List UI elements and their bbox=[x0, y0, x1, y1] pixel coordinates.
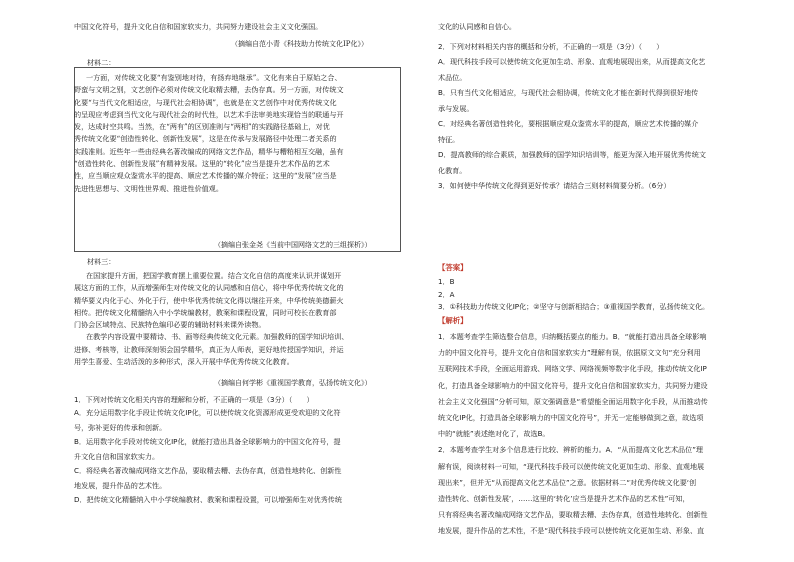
text-line: 门协会区域特点、民族特色编印必要的辅助材料来课外读物。 bbox=[74, 320, 266, 330]
text-line: 相传。把传统文化精髓纳入中小学统编教材，教案和课程设置，同时可校长在教育部 bbox=[74, 307, 337, 317]
source-3: （摘编自何学彬《重视国学教育，弘扬传统文化》） bbox=[214, 379, 372, 387]
text-line: 一方面，对传统文化要“有鉴别地对待，有扬弃地继承”。文化有来自于原始之合、 bbox=[86, 73, 342, 82]
analysis-line: 造性转化、创新性发展’，……这里的‘转化’应当是提升艺术作品的艺术性”可知， bbox=[438, 494, 690, 504]
analysis-line: 1．本题考查学生筛选整合信息，归纳概括要点的能力。B．“就能打造出具备全球影响 bbox=[438, 332, 707, 341]
intro-block bbox=[74, 21, 322, 33]
q2-option-line: B．只有当代文化相适应，与现代社会相协调，传统文化才能在新时代得到很好地传 bbox=[438, 88, 699, 97]
text-line: 展这方面的工作，从而增强师生对传统文化的认同感和自信心，将中华优秀传统文化的 bbox=[74, 283, 344, 293]
analysis-tag: 【解析】 bbox=[438, 316, 468, 325]
text-line: 实践准则。近些年一些由经典名著改编成的网络文艺作品，精华与糟粕相互交融，虽有 bbox=[74, 146, 344, 156]
q1-option-line: D．把传统文化精髓纳入中小学统编教材、教案和课程设置，可以增强师生对优秀传统 bbox=[74, 495, 342, 505]
answer-line: 1．B bbox=[438, 277, 455, 286]
q2-option-line: 术品位。 bbox=[438, 72, 467, 82]
text-line: 在国家提升方面，把国学教育摆上重要位置。结合文化自信的高度来认识并谋划开 bbox=[86, 271, 342, 280]
answer-line: 3．①科技助力传统文化IP化；②坚守与创新相结合；③重视国学教育，弘扬传统文化。 bbox=[438, 302, 710, 312]
text-line: 发，达成时空共鸣。当然，在“两有”的区别准则与“两相”的实践路径基础上，对优 bbox=[74, 122, 330, 132]
text-line: 秀传统文化要“创造性转化、创新性发展”，这是在传承与发展路径中处理二者关系的 bbox=[74, 134, 337, 144]
q2-stem: 2．下列对材料相关内容的概括和分析，不正确的一项是（3分）（ ） bbox=[438, 42, 664, 51]
material-2-title: 材料二： bbox=[87, 58, 116, 67]
source-1: （摘编自范小青《科技助力传统文化IP化》） bbox=[231, 40, 368, 48]
q1-option-line: A．充分运用数字化手段让传统文化IP化，可以使传统文化资源形成更受欢迎的文化符 bbox=[74, 408, 341, 418]
text-line: 用学生喜爱、生动活泼的多种形式，深入开展中华优秀传统文化教育。 bbox=[74, 357, 294, 367]
analysis-line: 地发展，提升作品的艺术性，不是“现代科技手段可以使传统文化更加生动、形象、直 bbox=[438, 526, 705, 536]
question-1 bbox=[74, 394, 342, 508]
q1-option-line: 地发展，提升作品的艺术性。 bbox=[74, 480, 167, 490]
analysis-line: 力的中国文化符号，提升文化自信和国家软实力”理解有误，依据原文文句“充分利用 bbox=[438, 348, 701, 358]
text-line: 野蛮与文明之别，文艺创作必须对传统文化取精去糟，去伪存真。另一方面，对传统文 bbox=[74, 85, 344, 95]
text-line: “创造性转化、创新性发展”有精神发展。这里的“转化”应当是提升艺术作品的艺术 bbox=[74, 159, 330, 169]
material-3-body bbox=[74, 270, 348, 368]
analysis bbox=[438, 329, 708, 540]
text-line: 的呈现应考虑到当代文化与现代社会的时代性，以艺术手法审美地实现恰当的联通与开 bbox=[74, 109, 344, 119]
answer-line: 2．A bbox=[438, 289, 455, 299]
text-line: 在教学内容设置中要精诗、书、画等经典传统文化元素。加强教师的国学知识培训、 bbox=[86, 332, 349, 342]
q1-option-line: 号，弥补更好的传承和创新。 bbox=[74, 422, 167, 432]
analysis-line: 社会主义文化强国”分析可知，原文强调意是“希望能全面运用数字化手段，从而推动传 bbox=[438, 396, 708, 406]
text-line: 进修、考核等，让教师深刻领会国学精华，真正为人师表，更好地传授国学知识，并运 bbox=[74, 344, 344, 354]
text-line: 性，应当顺应观众鉴赏水平的提高、顺应艺术传播的媒介特征；这里的“发展”应当是 bbox=[74, 171, 337, 181]
q1-stem: 1．下列对传统文化相关内容的理解和分析，不正确的一项是（3分）（ ） bbox=[74, 395, 314, 404]
q2-option-line: C．对经典名著创造性转化，要根据顺应观众鉴赏水平的提高，顺应艺术传播的媒介 bbox=[438, 119, 699, 128]
q2-option-line: 化教育。 bbox=[438, 165, 467, 175]
analysis-line: 只有将经典名著改编成网络文艺作品，要取精去糟、去伪存真，创造性地转化、创新性 bbox=[438, 510, 708, 520]
analysis-line: 统文化IP化，打造具备全球影响力的中国文化符号”，并无一定能够做到之意，故选项 bbox=[438, 413, 704, 423]
material-3-title: 材料三： bbox=[87, 257, 116, 266]
analysis-line: 2．本题考查学生对多个信息进行比较、辨析的能力。A．“从而提高文化艺术品位”理 bbox=[438, 445, 703, 455]
text-line: 文化的认同感和自信心。 bbox=[438, 22, 517, 31]
q2-option-line: D．提高教师的综合素质，加强教师的国学知识培训等，能更为深入地开展优秀传统文 bbox=[438, 150, 706, 159]
text-line: 精华要义内化于心、外化于行，使中华优秀传统文化得以继往开来，中华传统美德薪火 bbox=[74, 295, 344, 305]
q2-option-line: 承与发展。 bbox=[438, 103, 474, 113]
material-2-body bbox=[74, 72, 344, 195]
analysis-line: 现出来”，但并无“从而提高文化艺术品位”之意。依据材料二“对优秀传统文化要‘创 bbox=[438, 477, 697, 487]
analysis-line: 互联网技术手段，全面运用游戏、网络文学、网络视频等数字化手段，推动传统文化IP bbox=[438, 364, 707, 374]
answers bbox=[438, 276, 709, 314]
analysis-line: 解有误，阅读材料一可知，“现代科技手段可以使传统文化更加生动、形象、直观地展 bbox=[438, 461, 705, 471]
intro-line: 中国文化符号，提升文化自信和国家软实力，共同努力建设社会主义文化强国。 bbox=[74, 22, 323, 31]
q1-option-line: 升文化自信和国家软实力。 bbox=[74, 451, 160, 461]
analysis-line: 化，打造具备全球影响力的中国文化符号，提升文化自信和国家软实力，共同努力建设 bbox=[438, 380, 708, 390]
q1-option-line: B．运用数字化手段对传统文化IP化，就能打造出具备全球影响力的中国文化符号，提 bbox=[74, 437, 341, 447]
q1-option-line: C．将经典名著改编成网络文艺作品，要取精去糟、去伪存真，创造性地转化、创新性 bbox=[74, 466, 342, 476]
source-2: （摘编自张金尧《当前中国网络文艺的三组探析》） bbox=[214, 241, 372, 249]
text-line: 化要“与当代文化相适应，与现代社会相协调”，也就是在文艺创作中对优秀传统文化 bbox=[74, 97, 337, 107]
question-2 bbox=[438, 40, 706, 194]
q3-stem: 3．如何使中华传统文化得到更好传承？请结合三则材料简要分析。（6分） bbox=[438, 181, 671, 190]
answer-tag: 【答案】 bbox=[438, 263, 468, 272]
text-line: 先进性思想与、文明性世界观、推进性价值观。 bbox=[74, 183, 223, 193]
q2-option-line: A．现代科技手段可以使传统文化更加生动、形象、直观地展现出来，从而提高文化艺 bbox=[438, 57, 706, 66]
q2-option-line: 特征。 bbox=[438, 134, 460, 144]
right-top bbox=[438, 21, 516, 33]
analysis-line: 中的“就能”表述绝对化了，故选B。 bbox=[438, 429, 550, 439]
